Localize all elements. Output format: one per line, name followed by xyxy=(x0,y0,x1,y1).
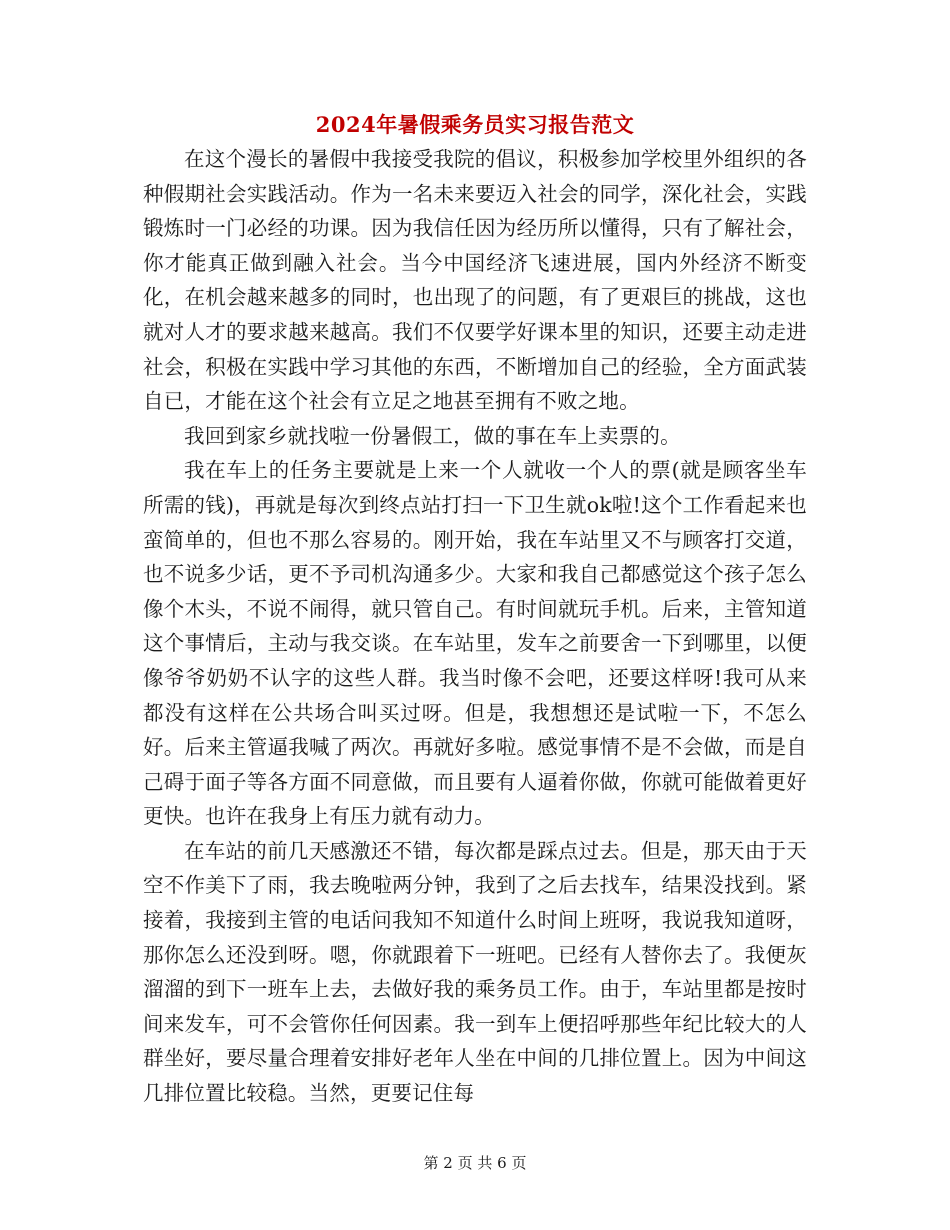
document-page xyxy=(143,108,807,1111)
paragraph-duties: 我在车上的任务主要就是上来一个人就收一个人的票(就是顾客坐车所需的钱)，再就是每次到终点站打扫一下卫生就ok啦!这个工作看起来也蛮简单的，但也不那么容易的。刚开始，我在车站里又不与顾客打交道，也不说多少话，更不予司机沟通多少。大家和我自己都感觉这个孩子怎么像个木头，不说不闹得，就只管自己。有时间就玩手机。后来，主管知道这个事情后，主动与我交谈。在车站里，发车之前要舍一下到哪里，以便像爷爷奶奶不认字的这些人群。我当时像不会吧，还要这样呀!我可从来都没有这样在公共场合叫买过呀。但是，我想想还是试啦一下，不怎么好。后来主管逼我喊了两次。再就好多啦。感觉事情不是不会做，而是自己碍于面子等各方面不同意做，而且要有人逼着你做，你就可能做着更好更快。也许在我身上有压力就有动力。 xyxy=(143,458,807,829)
document-title: 2024年暑假乘务员实习报告范文 xyxy=(315,112,635,137)
page-number-footer: 第 2 页 共 6 页 xyxy=(423,1154,527,1172)
paragraph-intro: 在这个漫长的暑假中我接受我院的倡议，积极参加学校里外组织的各种假期社会实践活动。作为一名未来要迈入社会的同学，深化社会，实践锻炼时一门必经的功课。因为我信任因为经历所以懂得，只有了解社会，你才能真正做到融入社会。当今中国经济飞速进展，国内外经济不断变化，在机会越来越多的同时，也出现了的问题，有了更艰巨的挑战，这也就对人才的要求越来越高。我们不仅要学好课本里的知识，还要主动走进社会，积极在实践中学习其他的东西，不断增加自己的经验，全方面武装自已，才能在这个社会有立足之地甚至拥有不败之地。 xyxy=(143,147,807,414)
paragraph-summer-job: 我回到家乡就找啦一份暑假工，做的事在车上卖票的。 xyxy=(184,423,681,448)
paragraph-late-day: 在车站的前几天感激还不错，每次都是踩点过去。但是，那天由于天空不作美下了雨，我去晚啦两分钟，我到了之后去找车，结果没找到。紧接着，我接到主管的电话问我知不知道什么时间上班呀，我说我知道呀，那你怎么还没到呀。嗯，你就跟着下一班吧。已经有人替你去了。我便灰溜溜的到下一班车上去，去做好我的乘务员工作。由于，车站里都是按时间来发车，可不会管你任何因素。我一到车上便招呼那些年纪比较大的人群坐好，要尽量合理着安排好老年人坐在中间的几排位置上。因为中间这几排位置比较稳。当然，更要记住每 xyxy=(143,838,807,1106)
